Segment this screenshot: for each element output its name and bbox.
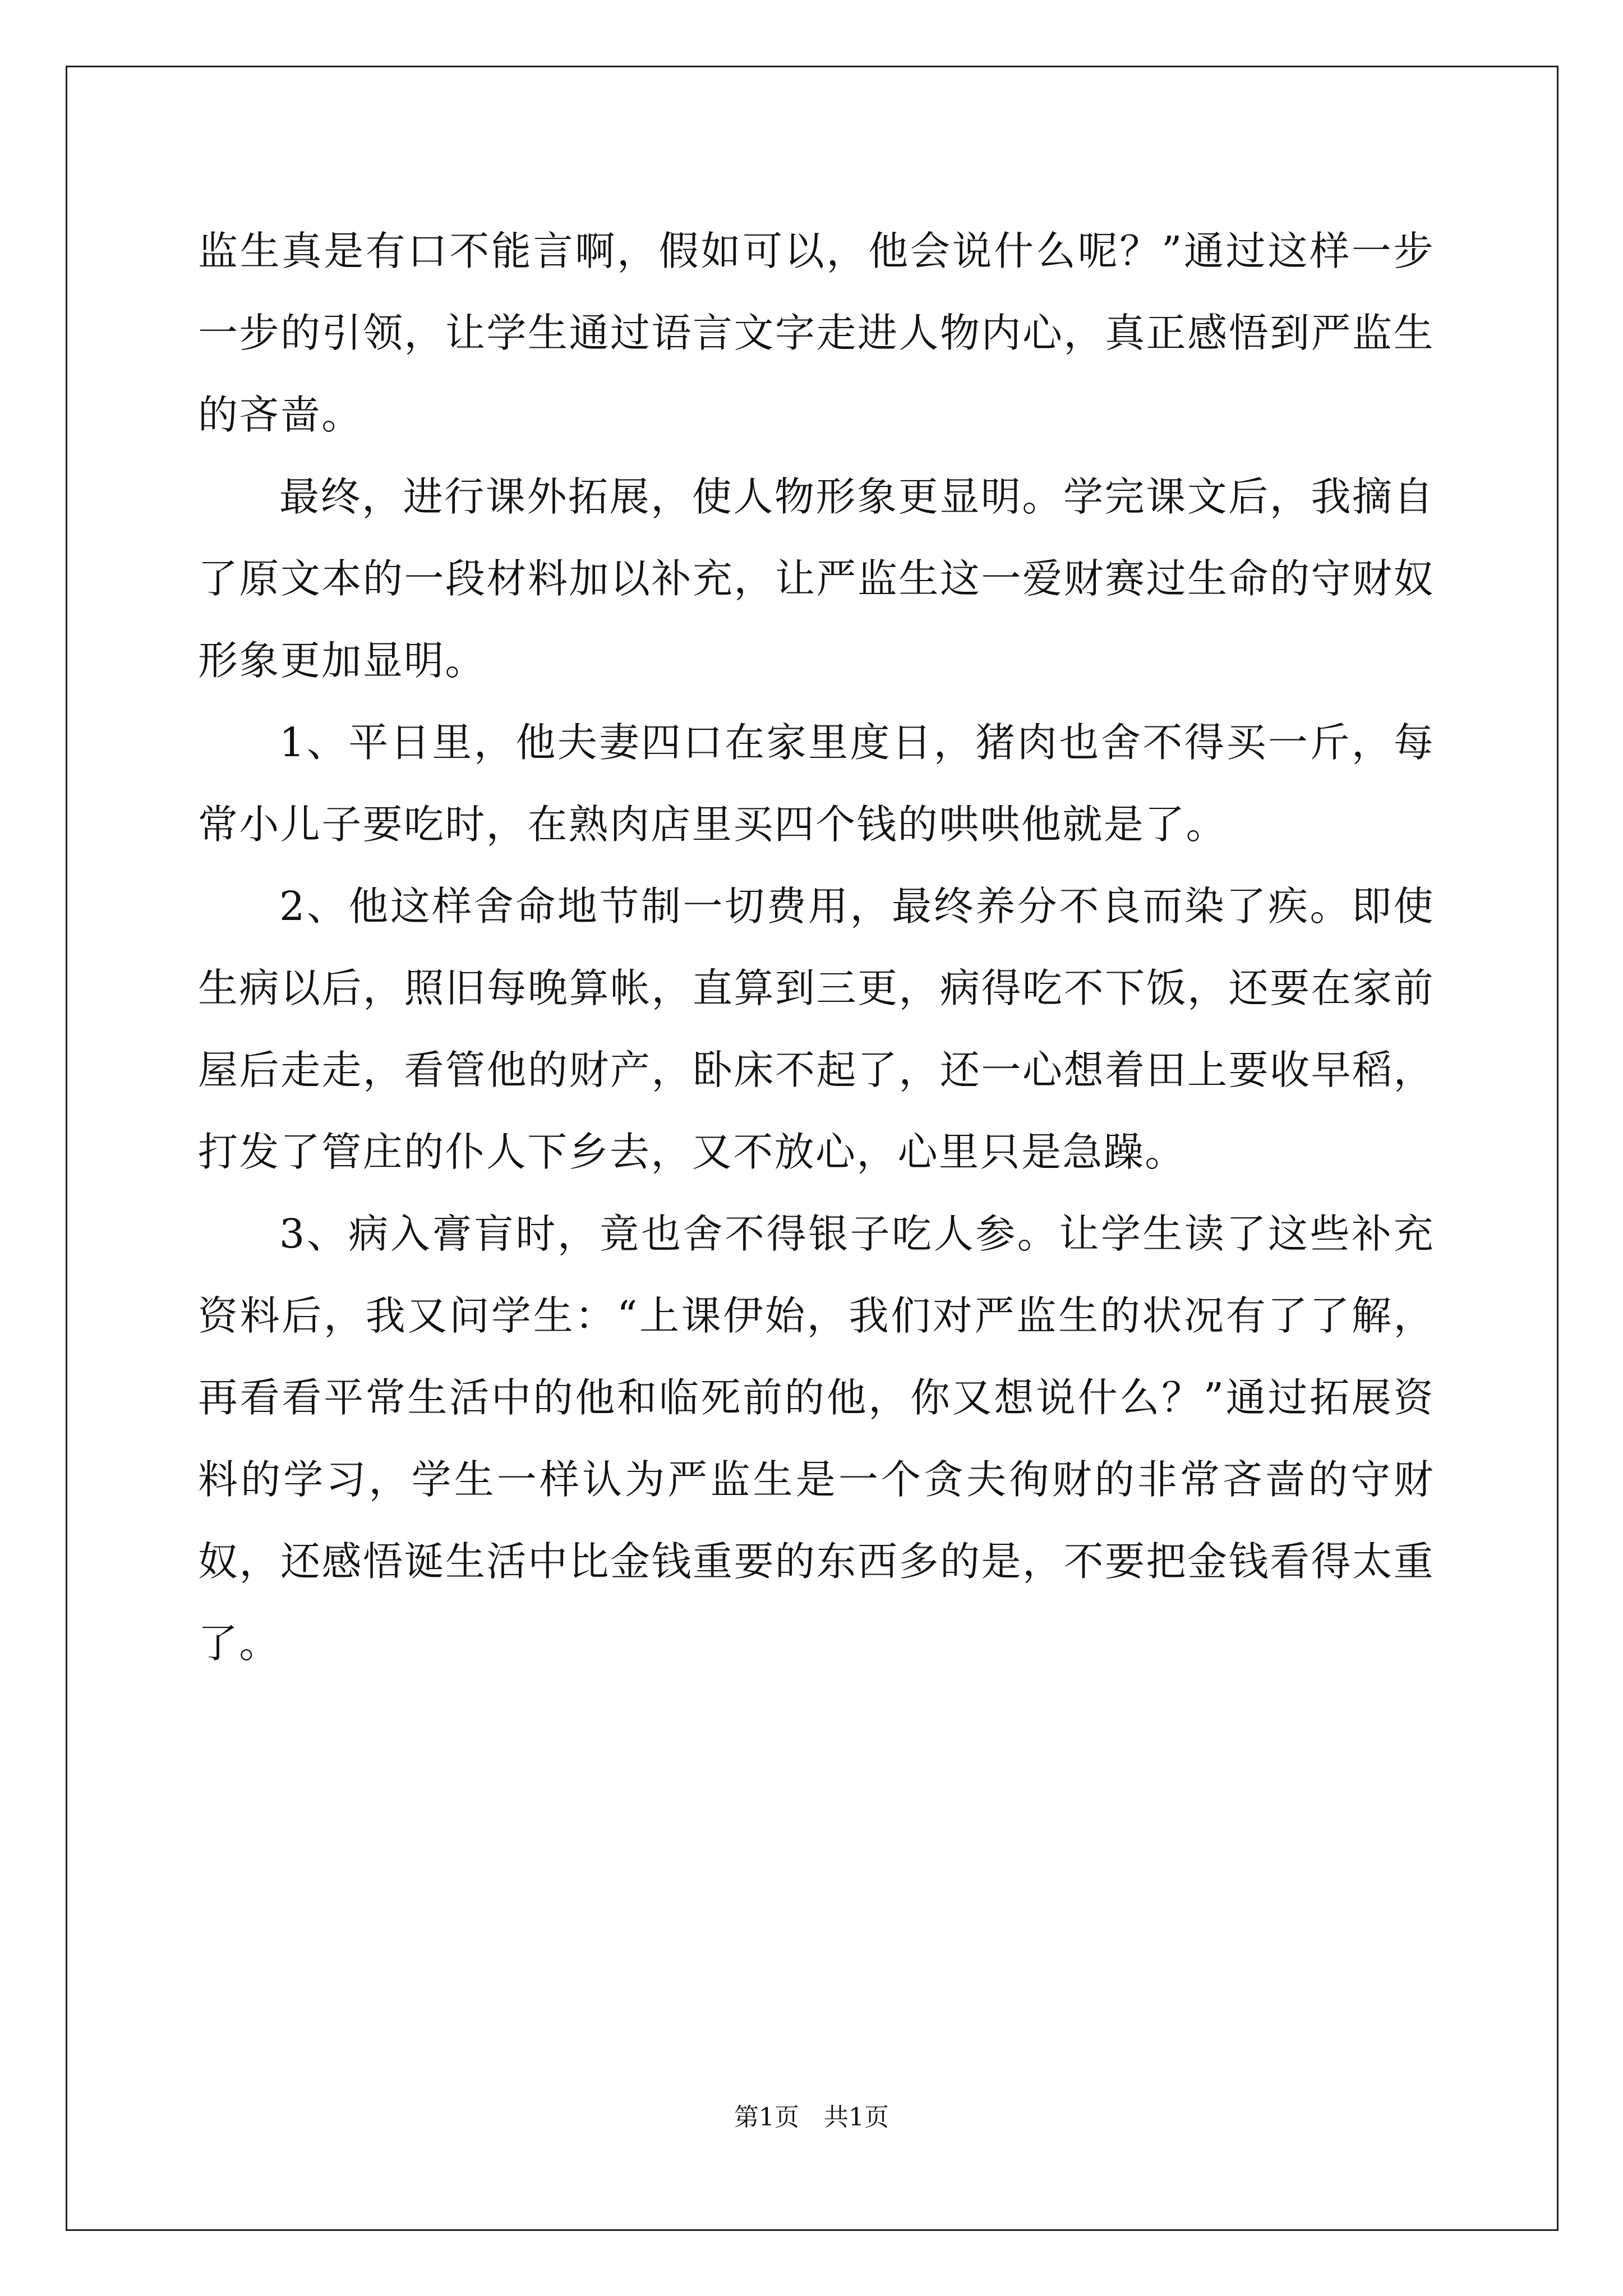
paragraph-3: 1、平日里，他夫妻四口在家里度日，猪肉也舍不得买一斤，每常小儿子要吃时，在熟肉店里买四个钱的哄哄他就是了。 <box>198 719 1435 848</box>
paragraph-5: 3、病入膏肓时，竟也舍不得银子吃人参。让学生读了这些补充资料后，我又问学生：“上课伊始，我们对严监生的状况有了了解，再看看平常生活中的他和临死前的他，你又想说什么？”通过拓展资料的学习，学生一样认为严监生是一个贪夫徇财的非常吝啬的守财奴，还感悟诞生活中比金钱重要的东西多的是，不要把金钱看得太重了。 <box>198 1211 1435 1667</box>
paragraph-2: 最终，进行课外拓展，使人物形象更显明。学完课文后，我摘自了原文本的一段材料加以补充，让严监生这一爱财赛过生命的守财奴形象更加显明。 <box>198 473 1435 684</box>
page-footer: 第1页 共1页 <box>734 2103 889 2132</box>
document-body <box>198 210 1435 1685</box>
paragraph-1: 监生真是有口不能言啊，假如可以，他会说什么呢？”通过这样一步一步的引领，让学生通过语言文字走进人物内心，真正感悟到严监生的吝啬。 <box>198 228 1435 438</box>
paragraph-4: 2、他这样舍命地节制一切费用，最终养分不良而染了疾。即使生病以后，照旧每晚算帐，直算到三更，病得吃不下饭，还要在家前屋后走走，看管他的财产，卧床不起了，还一心想着田上要收早稻，打发了管庄的仆人下乡去，又不放心，心里只是急躁。 <box>198 883 1435 1175</box>
